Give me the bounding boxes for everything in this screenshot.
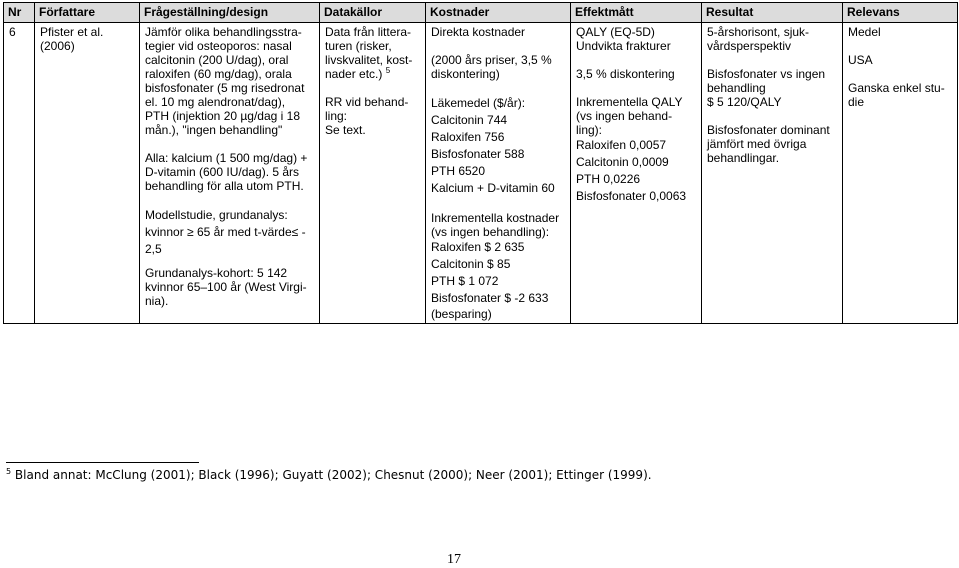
design-line: raloxifen (60 mg/dag), orala bbox=[145, 67, 292, 81]
design-line: calcitonin (200 U/dag), oral bbox=[145, 53, 289, 67]
result-line: jämfört med övriga bbox=[707, 137, 807, 151]
footnote-reference: 5 bbox=[385, 66, 391, 75]
drug-cost-item: Bisfosfonater 588 bbox=[431, 147, 525, 161]
cell-sources bbox=[320, 23, 426, 324]
result-line: 5-årshorisont, sjuk- bbox=[707, 25, 810, 39]
footnote bbox=[6, 468, 652, 483]
cell-nr bbox=[4, 23, 35, 324]
sources-line: Se text. bbox=[325, 123, 366, 137]
header-author: Författare bbox=[35, 3, 140, 23]
incremental-qaly-title: Inkrementella QALY bbox=[576, 95, 683, 109]
header-costs: Kostnader bbox=[426, 3, 571, 23]
drug-cost-item: Kalcium + D-vitamin 60 bbox=[431, 181, 555, 195]
sources-line: ling: bbox=[325, 109, 348, 123]
relevance-note: die bbox=[848, 95, 865, 109]
incremental-qaly-item: Raloxifen 0,0057 bbox=[576, 138, 667, 152]
footnote-mark: 5 bbox=[6, 467, 12, 476]
design-line: tegier vid osteoporos: nasal bbox=[145, 39, 292, 53]
sources-line bbox=[325, 67, 420, 81]
design-line: kvinnor ≥ 65 år med t-värde≤ - bbox=[145, 225, 306, 239]
cell-relevance bbox=[843, 23, 958, 324]
table-row bbox=[4, 23, 958, 324]
incremental-cost-item: (besparing) bbox=[431, 307, 492, 321]
incremental-cost-item: Bisfosfonater $ -2 633 bbox=[431, 291, 549, 305]
result-line: behandlingar. bbox=[707, 151, 780, 165]
incremental-qaly-item: Calcitonin 0,0009 bbox=[576, 155, 669, 169]
sources-line: Data från littera- bbox=[325, 25, 412, 39]
page-number: 17 bbox=[447, 552, 461, 567]
cell-costs bbox=[426, 23, 571, 324]
drug-cost-item: Calcitonin 744 bbox=[431, 113, 508, 127]
author-year: (2006) bbox=[40, 39, 75, 53]
header-relevance: Relevans bbox=[843, 3, 958, 23]
design-line: Grundanalys-kohort: 5 142 bbox=[145, 266, 288, 280]
sources-line: RR vid behand- bbox=[325, 95, 409, 109]
incremental-qaly-title: (vs ingen behand- bbox=[576, 109, 673, 123]
incremental-qaly-item: PTH 0,0226 bbox=[576, 172, 641, 186]
author-name: Pfister et al. bbox=[40, 25, 104, 39]
costs-title: Direkta kostnader bbox=[431, 25, 526, 39]
drug-cost-item: PTH 6520 bbox=[431, 164, 486, 178]
incremental-costs-title: Inkrementella kostnader bbox=[431, 211, 560, 225]
design-line: Modellstudie, grundanalys: bbox=[145, 208, 288, 222]
result-line: behandling bbox=[707, 81, 766, 95]
costs-basis: (2000 års priser, 3,5 % bbox=[431, 53, 552, 67]
incremental-cost-item: Raloxifen $ 2 635 bbox=[431, 240, 525, 254]
design-line: bisfosfonater (5 mg risedronat bbox=[145, 81, 305, 95]
cell-design bbox=[140, 23, 320, 324]
effect-title: QALY (EQ-5D) bbox=[576, 25, 655, 39]
header-row bbox=[4, 3, 958, 23]
header-design: Frågeställning/design bbox=[140, 3, 320, 23]
effect-discount: 3,5 % diskontering bbox=[576, 67, 675, 81]
relevance-note: Ganska enkel stu- bbox=[848, 81, 945, 95]
result-line: Bisfosfonater vs ingen bbox=[707, 67, 826, 81]
relevance-country: USA bbox=[848, 53, 873, 67]
costs-basis: diskontering) bbox=[431, 67, 500, 81]
incremental-cost-item: PTH $ 1 072 bbox=[431, 274, 499, 288]
cell-effect bbox=[571, 23, 702, 324]
incremental-costs-title: (vs ingen behandling): bbox=[431, 225, 550, 239]
incremental-qaly-item: Bisfosfonater 0,0063 bbox=[576, 189, 687, 203]
design-line: Alla: kalcium (1 500 mg/dag) + bbox=[145, 151, 308, 165]
result-line: vårdsperspektiv bbox=[707, 39, 792, 53]
drug-costs-title: Läkemedel ($/år): bbox=[431, 96, 526, 110]
design-line: mån.), "ingen behandling" bbox=[145, 123, 283, 137]
footnote-divider bbox=[6, 462, 199, 463]
design-line: behandling för alla utom PTH. bbox=[145, 179, 304, 193]
header-nr: Nr bbox=[4, 3, 35, 23]
design-line: Jämför olika behandlingsstra- bbox=[145, 25, 302, 39]
drug-cost-item: Raloxifen 756 bbox=[431, 130, 505, 144]
design-line: D-vitamin (600 IU/dag). 5 års bbox=[145, 165, 300, 179]
result-line: $ 5 120/QALY bbox=[707, 95, 782, 109]
design-line: nia). bbox=[145, 294, 169, 308]
incremental-qaly-title: ling): bbox=[576, 123, 603, 137]
effect-subtitle: Undvikta frakturer bbox=[576, 39, 671, 53]
cell-author bbox=[35, 23, 140, 324]
design-line: el. 10 mg alendronat/dag), bbox=[145, 95, 286, 109]
design-line: kvinnor 65–100 år (West Virgi- bbox=[145, 280, 307, 294]
header-sources: Datakällor bbox=[320, 3, 426, 23]
footnote-text: Bland annat: McClung (2001); Black (1996); Guyatt (2002); Chesnut (2000); Neer (2001); Ettinger (1999). bbox=[14, 468, 652, 482]
result-line: Bisfosfonater dominant bbox=[707, 123, 830, 137]
design-line: 2,5 bbox=[145, 242, 162, 256]
header-effect: Effektmått bbox=[571, 3, 702, 23]
sources-text: nader etc.) bbox=[325, 67, 383, 81]
header-result: Resultat bbox=[702, 3, 843, 23]
relevance-level: Medel bbox=[848, 25, 881, 39]
incremental-cost-item: Calcitonin $ 85 bbox=[431, 257, 511, 271]
cell-result bbox=[702, 23, 843, 324]
evidence-table bbox=[3, 2, 958, 324]
sources-line: livskvalitet, kost- bbox=[325, 53, 413, 67]
study-number: 6 bbox=[9, 25, 16, 39]
sources-line: turen (risker, bbox=[325, 39, 392, 53]
design-line: PTH (injektion 20 µg/dag i 18 bbox=[145, 109, 300, 123]
